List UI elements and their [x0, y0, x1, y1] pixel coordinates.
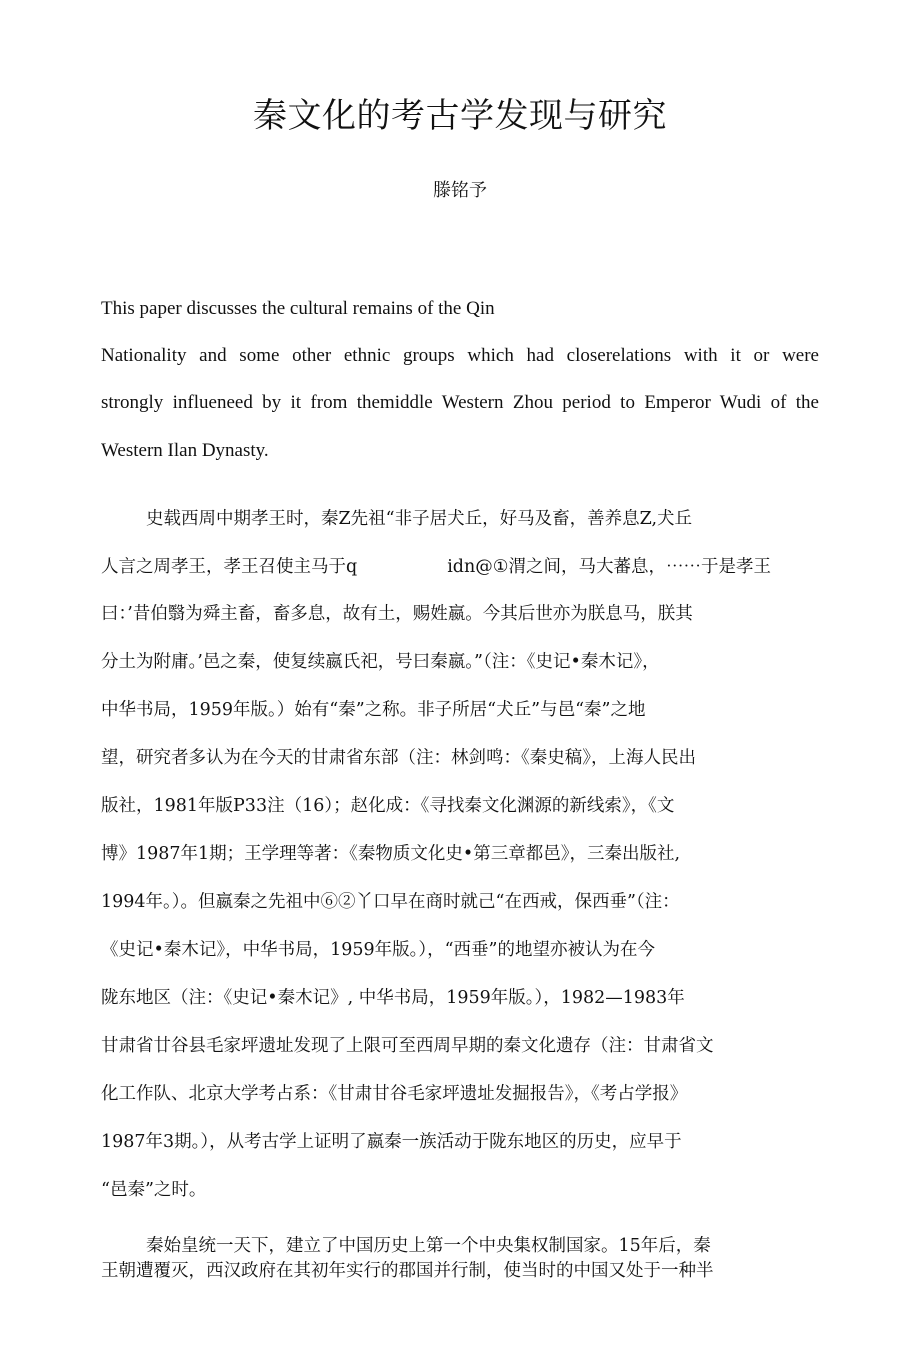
abstract-line: strongly influeneed by it from themiddle Western Zhou period to Emperor Wudi of the	[101, 392, 819, 413]
abstract-line: Western Ilan Dynasty.	[101, 440, 269, 461]
paragraph-line: 曰：’昔伯翳为舜主畜，畜多息，故有土，赐姓嬴。今其后世亦为朕息马，朕其	[101, 604, 693, 624]
author-name: 滕铭予	[433, 180, 487, 201]
paragraph-line: 1994年。）。但嬴秦之先祖中⑥②丫口早在商时就己“在西戒，保西垂”（注：	[101, 892, 680, 912]
paragraph-line: “邑秦”之时。	[101, 1180, 207, 1200]
paragraph-line: 甘肃省廿谷县毛家坪遗址发现了上限可至西周早期的秦文化遗存（注：甘肃省文	[101, 1036, 714, 1056]
paragraph-line: 化工作队、北京大学考占系：《甘肃甘谷毛家坪遗址发掘报告》，《考占学报》	[101, 1084, 688, 1104]
paragraph-line: 秦始皇统一天下，建立了中国历史上第一个中央集权制国家。15年后，秦	[146, 1236, 711, 1256]
paragraph-line	[101, 555, 771, 579]
paragraph-line: 分土为附庸。’邑之秦，使复续嬴氏祀，号曰秦嬴。”（注：《史记•秦木记》，	[101, 652, 660, 672]
paragraph-line: 陇东地区（注：《史记•秦木记》, 中华书局，1959年版。），1982—1983年	[101, 988, 685, 1008]
paragraph-segment: 人言之周孝王，孝王召使主马于q	[101, 557, 358, 577]
paragraph-line: 1987年3期。），从考古学上证明了嬴秦一族活动于陇东地区的历史，应早于	[101, 1132, 682, 1152]
paragraph-line: 望，研究者多认为在今天的甘肃省东部（注：林剑鸣：《秦史稿》，上海人民出	[101, 748, 696, 768]
paragraph-line: 王朝遭覆灭，西汉政府在其初年实行的郡国并行制，使当时的中国又处于一种半	[101, 1261, 714, 1281]
paragraph-line: 中华书局，1959年版。）始有“秦”之称。非子所居“犬丘”与邑“秦”之地	[101, 700, 646, 720]
paragraph-segment: idn@①渭之间，马大蕃息，⋯⋯于是孝王	[447, 557, 771, 577]
paragraph-line: 版社，1981年版P33注（16）；赵化成：《寻找秦文化渊源的新线索》，《文	[101, 796, 675, 816]
page-title: 秦文化的考古学发现与研究	[253, 96, 667, 136]
abstract-line: Nationality and some other ethnic groups which had closerelations with it or were	[101, 345, 819, 366]
abstract-line: This paper discusses the cultural remains of the Qin	[101, 298, 495, 319]
paragraph-line: 《史记•秦木记》，中华书局，1959年版。），“西垂”的地望亦被认为在今	[101, 940, 655, 960]
paragraph-line: 史载西周中期孝王时，秦Z先祖“非子居犬丘，好马及畜，善养息Z,犬丘	[146, 509, 693, 529]
paragraph-line: 博》1987年1期；王学理等著：《秦物质文化史•第三章都邑》，三秦出版社,	[101, 844, 681, 864]
